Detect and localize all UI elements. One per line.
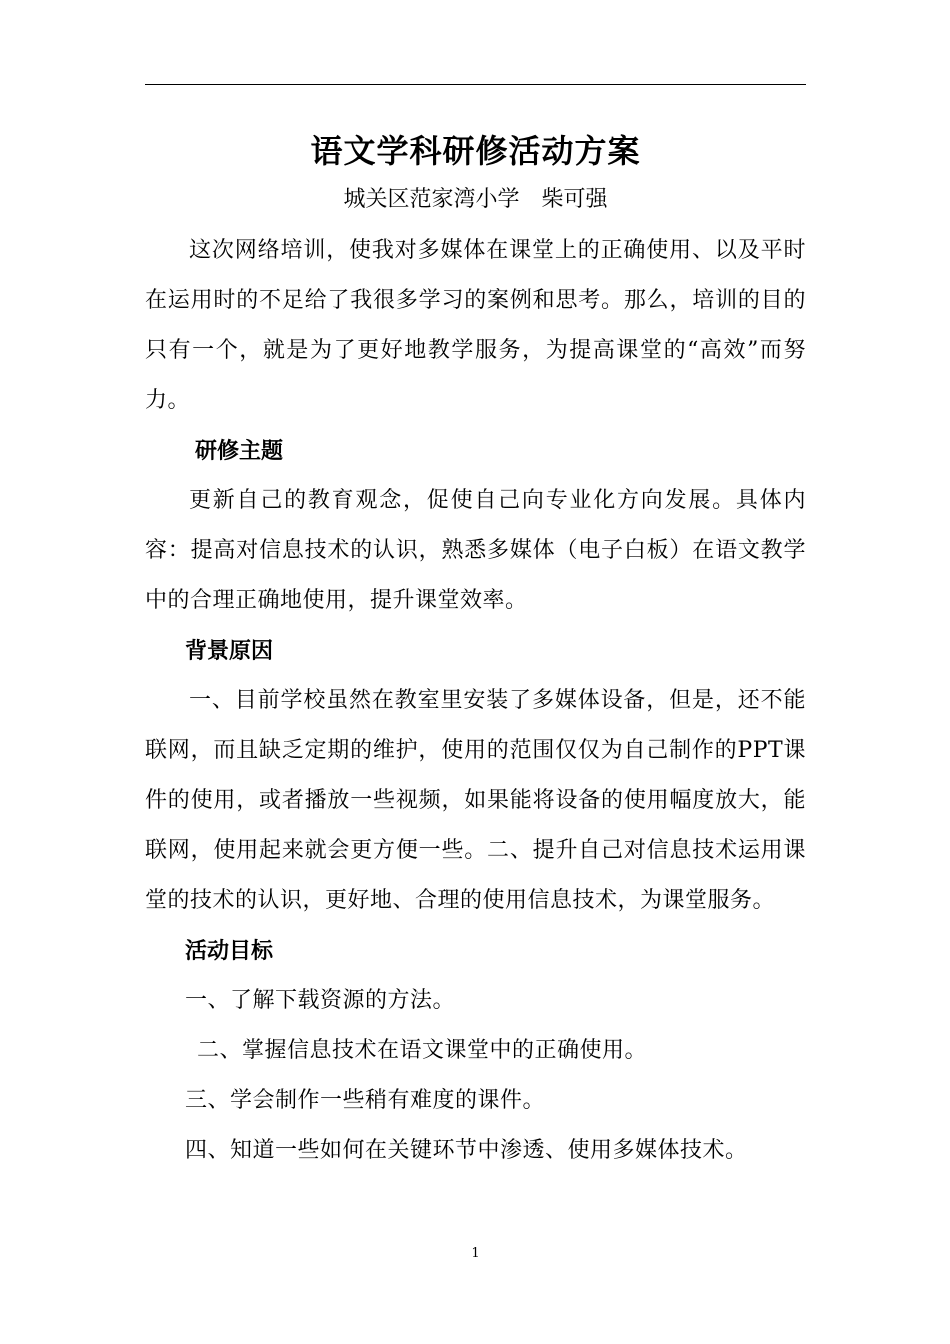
- header-rule: [145, 84, 806, 85]
- goal-item: 三、学会制作一些稍有难度的课件。: [185, 1088, 546, 1113]
- author-line: 城关区范家湾小学 柴可强: [343, 187, 608, 212]
- goal-item: 二、掌握信息技术在语文课堂中的正确使用。: [197, 1038, 648, 1063]
- document-title: 语文学科研修活动方案: [310, 132, 641, 170]
- goal-item: 一、了解下载资源的方法。: [185, 988, 456, 1013]
- goal-item: 四、知道一些如何在关键环节中渗透、使用多媒体技术。: [185, 1138, 748, 1163]
- section-heading-goals: 活动目标: [185, 938, 274, 964]
- intro-paragraph: 这次网络培训，使我对多媒体在课堂上的正确使用、以及平时在运用时的不足给了我很多学习的案例和思考。那么，培训的目的只有一个，就是为了更好地教学服务，为提高课堂的“高效”而努力。: [145, 238, 806, 413]
- section-text-background: 一、目前学校虽然在教室里安装了多媒体设备，但是，还不能联网，而且缺乏定期的维护，使用的范围仅仅为自己制作的PPT课件的使用，或者播放一些视频，如果能将设备的使用幅度放大，能联网，使用起来就会更方便一些。二、提升自己对信息技术运用课堂的技术的认识，更好地、合理的使用信息技术，为课堂服务。: [145, 688, 806, 913]
- section-text-research-theme: 更新自己的教育观念，促使自己向专业化方向发展。具体内容：提高对信息技术的认识，熟悉多媒体（电子白板）在语文教学中的合理正确地使用，提升课堂效率。: [145, 488, 806, 613]
- document-body: [145, 226, 806, 1176]
- page-number: 1: [471, 1246, 480, 1261]
- section-heading-background: 背景原因: [185, 638, 274, 664]
- section-heading-research-theme: 研修主题: [195, 438, 284, 464]
